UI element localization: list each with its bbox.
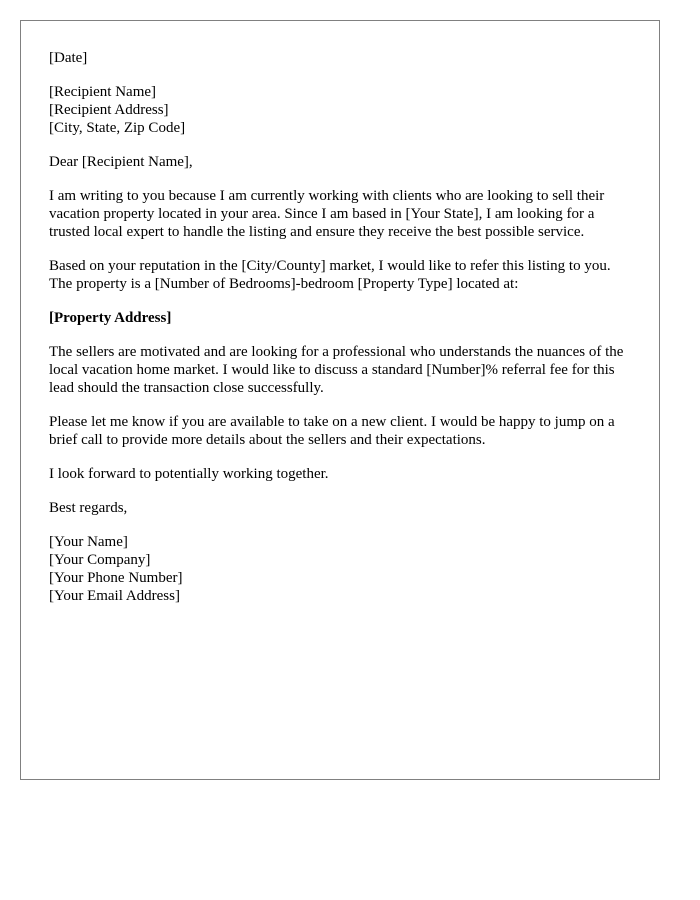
body-paragraph-3: The sellers are motivated and are looking for a professional who understands the nuances of the local vacation home market. I would like to discuss a standard [Number]% referral fee for this lead should the transaction close successfully. [49, 344, 624, 396]
date-line: [Date] [49, 50, 88, 66]
salutation: Dear [Recipient Name], [49, 154, 193, 170]
property-address-block [49, 309, 631, 327]
body-paragraph-1: I am writing to you because I am currently working with clients who are looking to sell their vacation property located in your area. Since I am based in [Your State], I am looking for a trusted local expert to handle the listing and ensure they receive the best possible service. [49, 188, 605, 240]
closing-block [49, 499, 631, 517]
salutation-block [49, 153, 631, 171]
signature-phone: [Your Phone Number] [49, 570, 183, 586]
body-paragraph-5: I look forward to potentially working together. [49, 466, 329, 482]
closing: Best regards, [49, 500, 128, 516]
recipient-address: [Recipient Address] [49, 102, 169, 118]
signature-name: [Your Name] [49, 534, 128, 550]
property-address: [Property Address] [49, 310, 172, 326]
recipient-name: [Recipient Name] [49, 84, 157, 100]
signature-block [49, 533, 631, 605]
letter-page [20, 20, 660, 780]
body-paragraph-4: Please let me know if you are available to take on a new client. I would be happy to jump on a brief call to provide more details about the sellers and their expectations. [49, 414, 615, 448]
date-block [49, 49, 631, 67]
recipient-city: [City, State, Zip Code] [49, 120, 186, 136]
body-paragraph-2: Based on your reputation in the [City/County] market, I would like to refer this listing to you. The property is a [Number of Bedrooms]-bedroom [Property Type] located at: [49, 258, 611, 292]
recipient-block [49, 83, 631, 137]
signature-company: [Your Company] [49, 552, 151, 568]
signature-email: [Your Email Address] [49, 588, 180, 604]
